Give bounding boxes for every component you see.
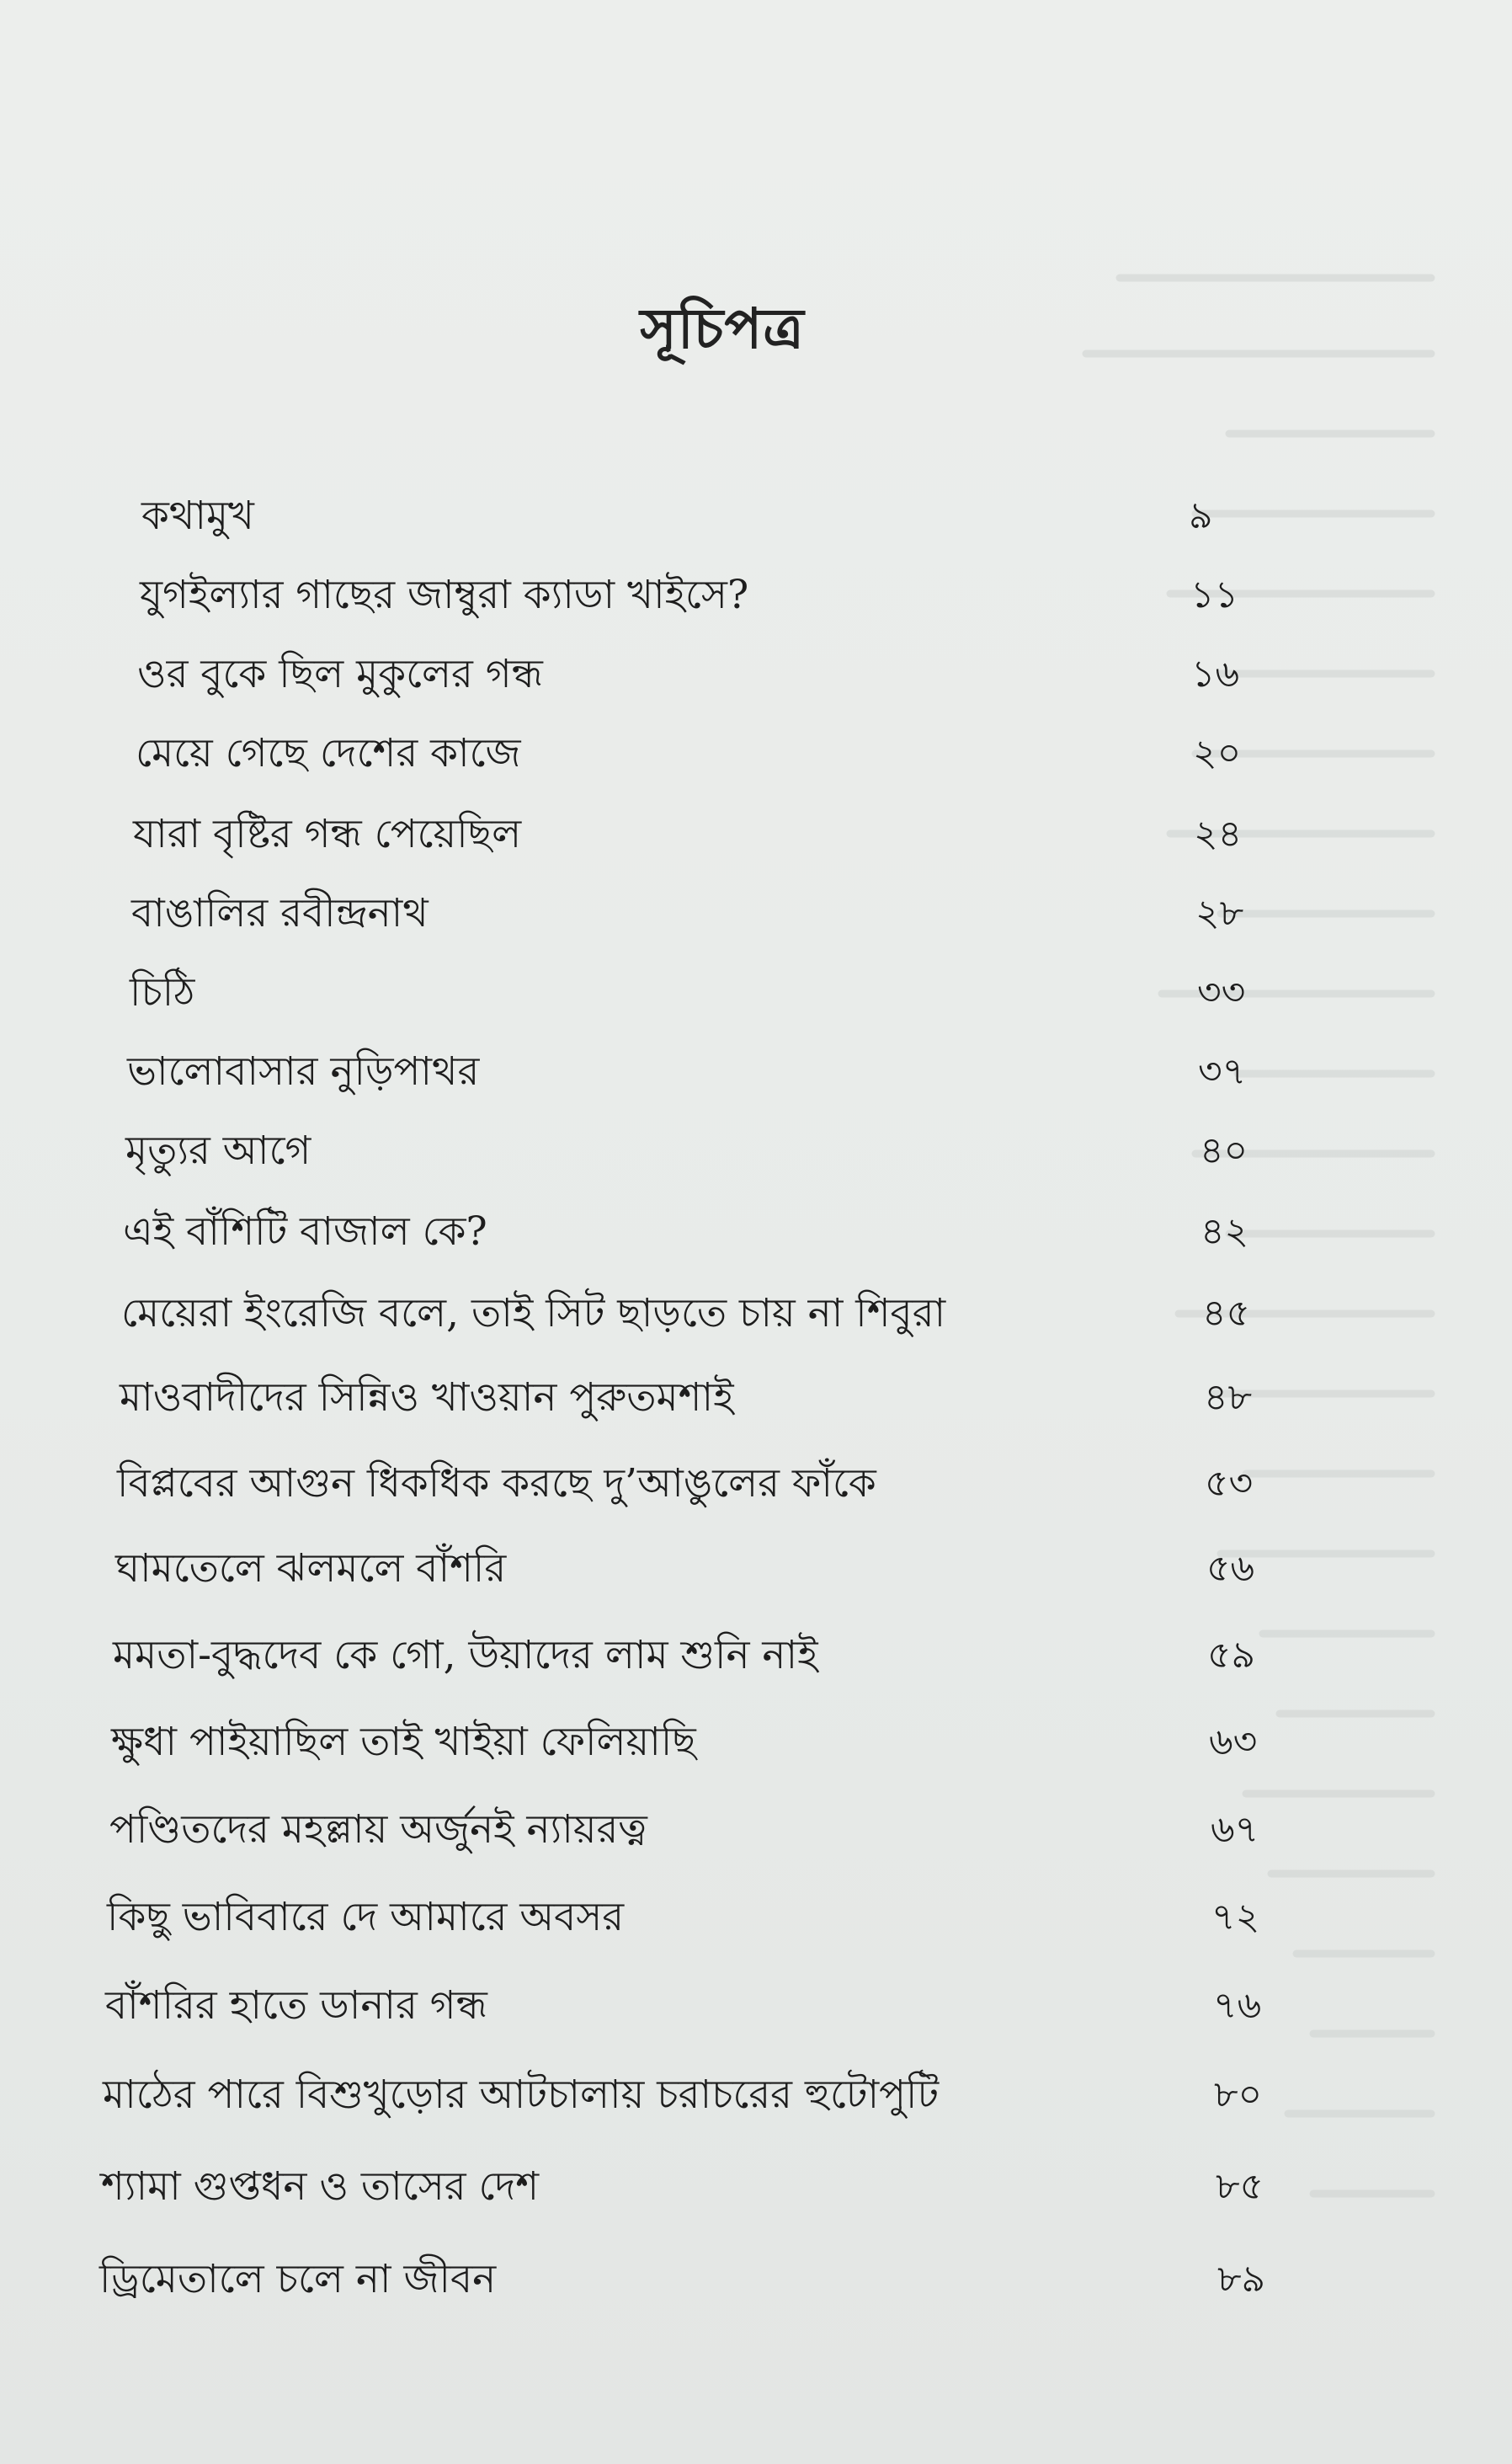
toc-entry-title: বাঙালির রবীন্দ্রনাথ (131, 890, 429, 936)
toc-entry-page: ৪২ (1201, 1210, 1249, 1253)
toc-entry-title: কিছু ভাবিবারে দে আমারে অবসর (107, 1894, 625, 1940)
toc-entry-page: ৭২ (1211, 1896, 1260, 1939)
toc-entry (0, 1038, 1512, 1106)
toc-entry-page: ২৪ (1194, 813, 1243, 856)
toc-entry-page: ৭৬ (1213, 1984, 1262, 2027)
toc-entry (0, 2246, 1512, 2313)
toc-entry-title: পণ্ডিতদের মহল্লায় অর্জুনই ন্যায়রত্ন (109, 1806, 647, 1853)
toc-entry-title: মাওবাদীদের সিন্নিও খাওয়ান পুরুতমশাই (120, 1374, 734, 1421)
toc-entry (0, 483, 1512, 550)
toc-entry-page: ৫৯ (1207, 1634, 1256, 1677)
toc-entry (0, 720, 1512, 787)
toc-entry-title: মেয়েরা ইংরেজি বলে, তাই সিট ছাড়তে চায় না শিবুরা (121, 1290, 946, 1336)
toc-entry-page: ৪৮ (1204, 1376, 1253, 1419)
toc-entry (0, 1796, 1512, 1864)
toc-entry (0, 1884, 1512, 1951)
toc-entry-page: ৪৫ (1202, 1292, 1251, 1335)
toc-entry (0, 1117, 1512, 1185)
toc-entry (0, 1709, 1512, 1776)
toc-entry-title: যারা বৃষ্টির গন্ধ পেয়েছিল (133, 811, 522, 857)
toc-entry-page: ৯ (1189, 494, 1213, 537)
toc-entry-page: ৮৯ (1217, 2258, 1266, 2301)
toc-entry-page: ১১ (1190, 573, 1239, 616)
toc-entry (0, 959, 1512, 1027)
toc-entry-title: ভালোবাসার নুড়িপাথর (127, 1048, 480, 1095)
toc-entry-page: ৩৩ (1197, 971, 1246, 1014)
toc-entry-page: ৮৫ (1216, 2165, 1264, 2208)
toc-entry-title: এই বাঁশিটি বাজাল কে? (123, 1208, 487, 1255)
toc-entry-title: মাঠের পারে বিশুখুড়োর আটচালায় চরাচরের হুটোপুটি (103, 2072, 940, 2118)
page-title: সূচিপত্র (640, 296, 805, 361)
toc-entry-title: যুগইল্যার গাছের জাম্বুরা ক্যাডা খাইসে? (140, 572, 749, 618)
toc-entry (0, 801, 1512, 868)
toc-entry-title: ঘামতেলে ঝলমলে বাঁশরি (115, 1545, 507, 1592)
toc-entry-page: ১৬ (1191, 653, 1240, 696)
toc-entry (0, 1622, 1512, 1689)
toc-entry (0, 1280, 1512, 1347)
toc-entry-title: কথামুখ (141, 493, 254, 539)
toc-entry-page: ৮০ (1214, 2073, 1263, 2116)
toc-entry (0, 880, 1512, 947)
toc-entry-page: ৫৬ (1206, 1547, 1255, 1590)
toc-entry (0, 1364, 1512, 1432)
toc-entry-title: শ্যামা গুপ্তধন ও তাসের দেশ (101, 2163, 540, 2210)
toc-entry-page: ৩৭ (1198, 1050, 1247, 1093)
toc-entry-title: মমতা-বুদ্ধদেব কে গো, উয়াদের লাম শুনি নাই (113, 1632, 818, 1678)
toc-entry-title: মেয়ে গেছে দেশের কাজে (136, 730, 521, 776)
toc-entry-title: বাঁশরির হাতে ডানার গন্ধ (105, 1982, 487, 2029)
toc-entry (0, 2153, 1512, 2221)
toc-entry-page: ২০ (1193, 732, 1242, 775)
toc-entry (0, 2061, 1512, 2129)
toc-entry-title: ড্রিমেতালে চলে না জীবন (99, 2256, 497, 2302)
toc-entry-page: ৫৩ (1205, 1462, 1254, 1505)
toc-entry (0, 1450, 1512, 1517)
toc-entry-title: মৃত্যুর আগে (125, 1128, 311, 1174)
toc-entry-title: চিঠি (130, 969, 195, 1016)
toc-entry-title: ওর বুকে ছিল মুকুলের গন্ধ (137, 651, 543, 697)
toc-entry-page: ৬৩ (1209, 1720, 1258, 1763)
toc-entry (0, 562, 1512, 629)
toc-entry (0, 1535, 1512, 1603)
toc-entry (0, 1198, 1512, 1266)
toc-entry-title: ক্ষুধা পাইয়াছিল তাই খাইয়া ফেলিয়াছি (111, 1719, 696, 1765)
toc-entry-title: বিপ্লবের আগুন ধিকধিক করছে দু’আঙুলের ফাঁকে (117, 1460, 876, 1507)
toc-entry-page: ৬৭ (1211, 1808, 1259, 1851)
toc-entry-page: ৪০ (1200, 1129, 1248, 1172)
toc-entry (0, 1972, 1512, 2040)
toc-entry-page: ২৮ (1195, 892, 1244, 935)
toc-entry (0, 641, 1512, 708)
